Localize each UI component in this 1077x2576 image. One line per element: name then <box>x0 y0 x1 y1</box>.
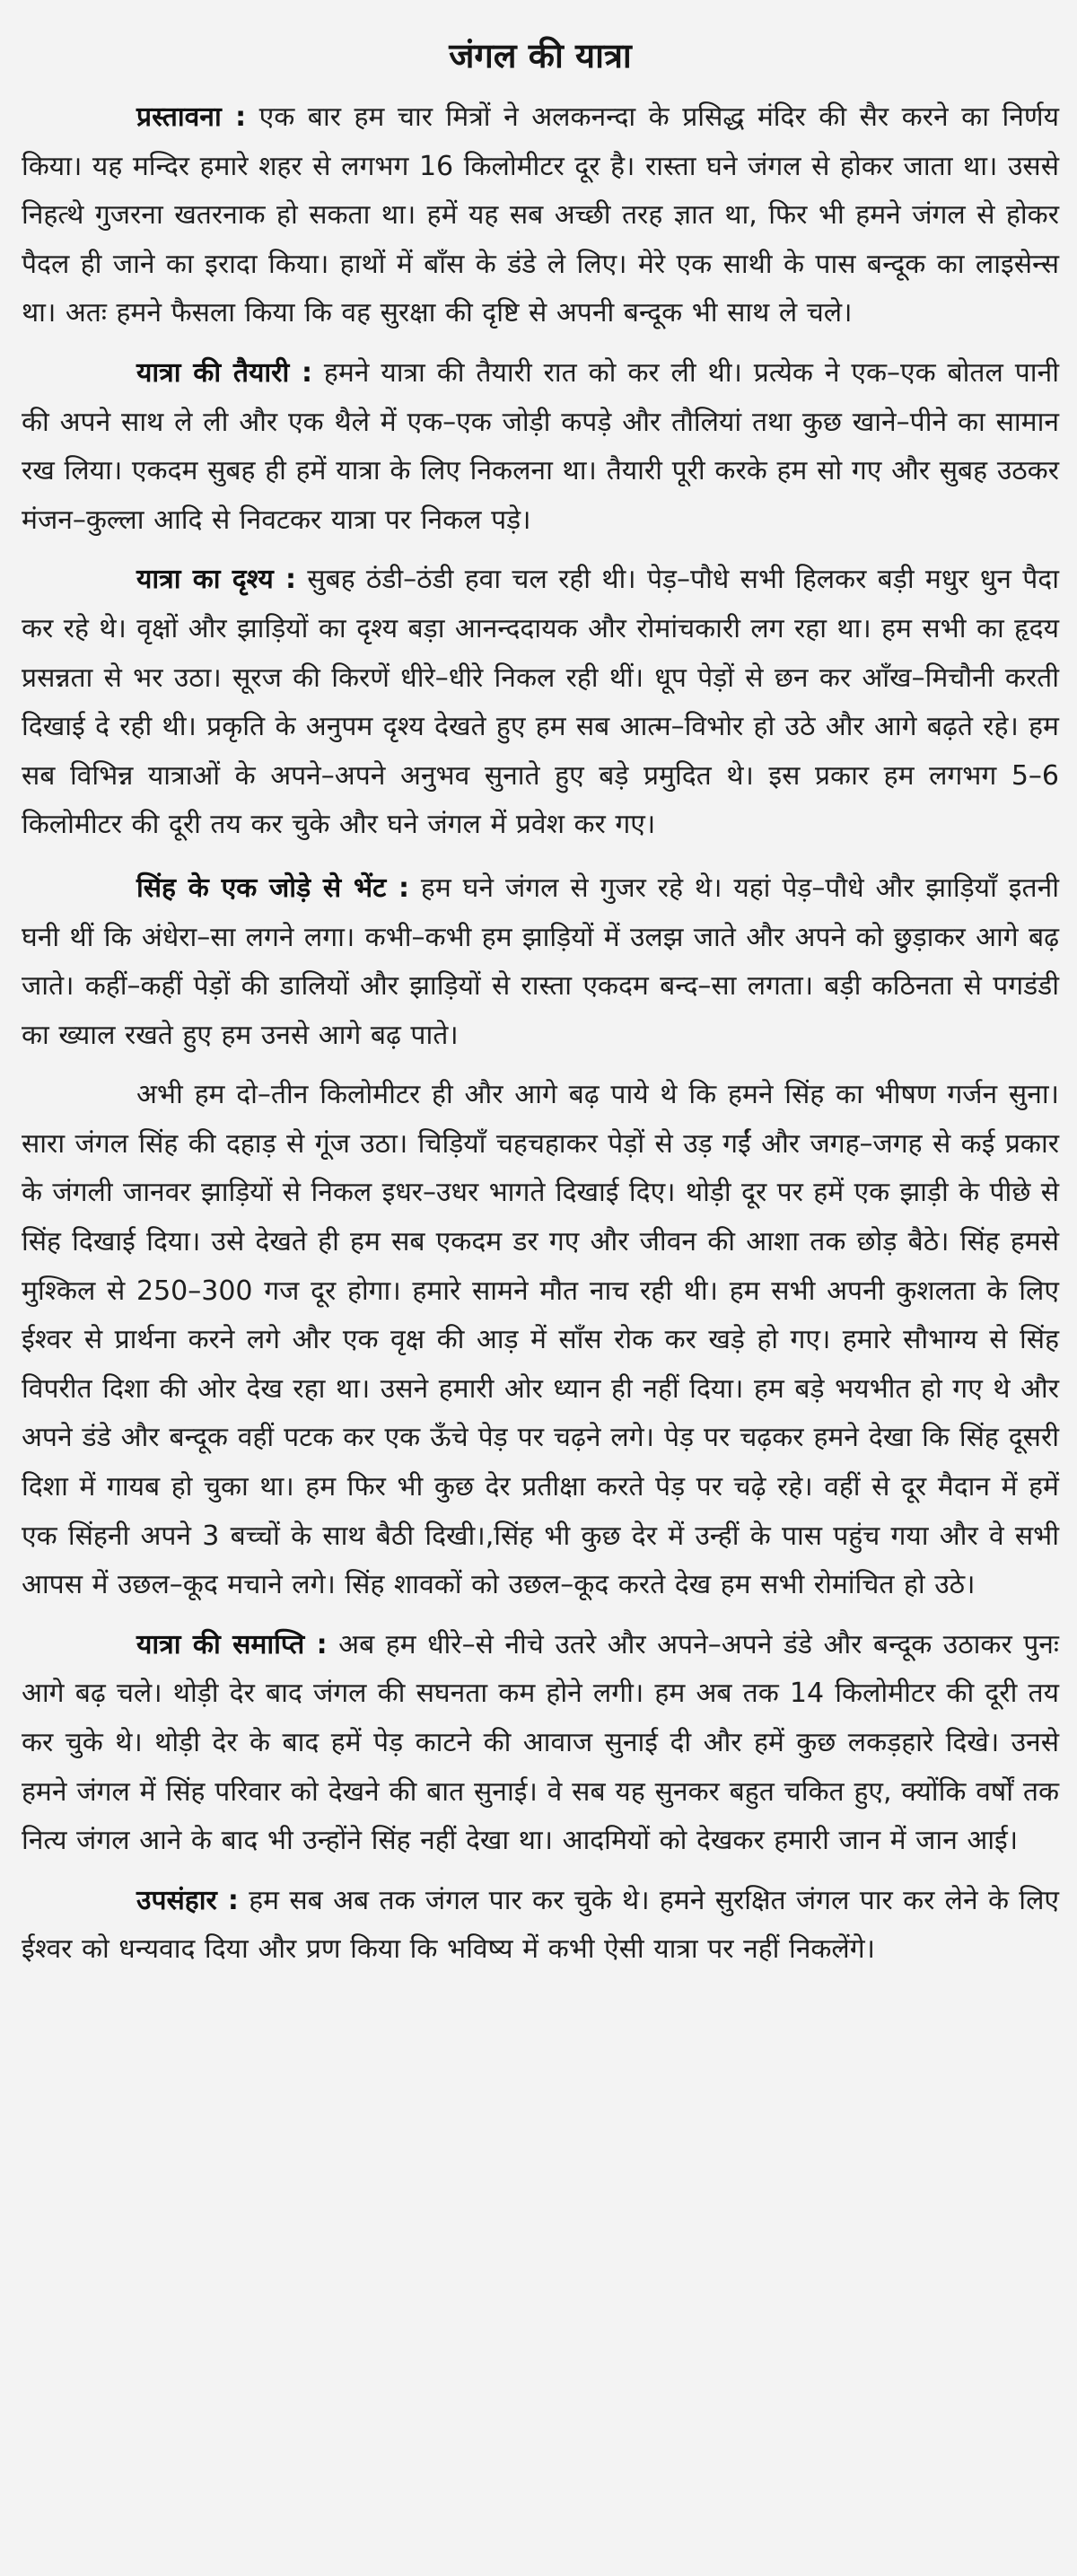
section-text: हमने यात्रा की तैयारी रात को कर ली थी। प्रत्येक ने एक–एक बोतल पानी की अपने साथ ले ली और एक थैले में एक–एक जोड़ी कपड़े और तौलियां तथा कुछ खाने–पीने का सामान रख लिया। एकदम सुबह ही हमें यात्रा के लिए निकलना था। तैयारी पूरी करके हम सो गए और सुबह उठकर मंजन–कुल्ला आदि से निवटकर यात्रा पर निकल पड़े। <box>22 356 1059 536</box>
section-upsanhar <box>22 1877 1059 1975</box>
section-heading: प्रस्तावना : <box>136 101 247 133</box>
section-text: हम सब अब तक जंगल पार कर चुके थे। हमने सुरक्षित जंगल पार कर लेने के लिए ईश्वर को धन्यवाद दिया और प्रण किया कि भविष्य में कभी ऐसी यात्रा पर नहीं निकलेंगे। <box>22 1884 1060 1966</box>
section-prastavana <box>22 93 1059 338</box>
section-heading: सिंह के एक जोड़े से भेंट : <box>136 872 410 904</box>
section-singh-darshan <box>22 1071 1059 1610</box>
section-yatra-ki-taiyari <box>22 349 1059 545</box>
section-heading: यात्रा का दृश्य : <box>136 564 296 596</box>
section-text: अब हम धीरे–से नीचे उतरे और अपने–अपने डंडे और बन्दूक उठाकर पुनः आगे बढ़ चले। थोड़ी देर बाद जंगल की सघनता कम होने लगी। हम अब तक 14 किलोमीटर की दूरी तय कर चुके थे। थोड़ी देर के बाद हमें पेड़ काटने की आवाज सुनाई दी और हमें कुछ लकड़हारे दिखे। उनसे हमने जंगल में सिंह परिवार को देखने की बात सुनाई। वे सब यह सुनकर बहुत चकित हुए, क्योंकि वर्षों तक नित्य जंगल आने के बाद भी उन्होंने सिंह नहीं देखा था। आदमियों को देखकर हमारी जान में जान आई। <box>22 1628 1059 1857</box>
section-heading: उपसंहार : <box>136 1884 239 1916</box>
section-text: सुबह ठंडी–ठंडी हवा चल रही थी। पेड़–पौधे सभी हिलकर बड़ी मधुर धुन पैदा कर रहे थे। वृक्षों और झाड़ियों का दृश्य बड़ा आनन्ददायक और रोमांचकारी लग रहा था। हम सभी का हृदय प्रसन्नता से भर उठा। सूरज की किरणें धीरे–धीरे निकल रही थीं। धूप पेड़ों से छन कर आँख–मिचौनी करती दिखाई दे रही थी। प्रकृति के अनुपम दृश्य देखते हुए हम सब आत्म–विभोर हो उठे और आगे बढ़ते रहे। हम सब विभिन्न यात्राओं के अपने–अपने अनुभव सुनाते हुए बड़े प्रमुदित थे। इस प्रकार हम लगभग 5–6 किलोमीटर की दूरी तय कर चुके और घने जंगल में प्रवेश कर गए। <box>22 564 1059 841</box>
section-text: अभी हम दो–तीन किलोमीटर ही और आगे बढ़ पाये थे कि हमने सिंह का भीषण गर्जन सुना। सारा जंगल सिंह की दहाड़ से गूंज उठा। चिड़ियाँ चहचहाकर पेड़ों से उड़ गईं और जगह–जगह से कई प्रकार के जंगली जानवर झाड़ियों से निकल इधर–उधर भागते दिखाई दिए। थोड़ी दूर पर हमें एक झाड़ी के पीछे से सिंह दिखाई दिया। उसे देखते ही हम सब एकदम डर गए और जीवन की आशा तक छोड़ बैठे। सिंह हमसे मुश्किल से 250–300 गज दूर होगा। हमारे सामने मौत नाच रही थी। हम सभी अपनी कुशलता के लिए ईश्वर से प्रार्थना करने लगे और एक वृक्ष की आड़ में साँस रोक कर खड़े हो गए। हमारे सौभाग्य से सिंह विपरीत दिशा की ओर देख रहा था। उसने हमारी ओर ध्यान ही नहीं दिया। हम बड़े भयभीत हो गए थे और अपने डंडे और बन्दूक वहीं पटक कर एक ऊँचे पेड़ पर चढ़ने लगे। पेड़ पर चढ़कर हमने देखा कि सिंह दूसरी दिशा में गायब हो चुका था। हम फिर भी कुछ देर प्रतीक्षा करते पेड़ पर चढ़े रहे। वहीं से दूर मैदान में हमें एक सिंहनी अपने 3 बच्चों के साथ बैठी दिखी।,सिंह भी कुछ देर में उन्हीं के पास पहुंच गया और वे सभी आपस में उछल–कूद मचाने लगे। सिंह शावकों को उछल–कूद करते देख हम सभी रोमांचित हो उठे। <box>22 1079 1059 1601</box>
section-text: हम घने जंगल से गुजर रहे थे। यहां पेड़–पौधे और झाड़ियाँ इतनी घनी थीं कि अंधेरा–सा लगने लगा। कभी–कभी हम झाड़ियों में उलझ जाते और अपने को छुड़ाकर आगे बढ़ जाते। कहीं–कहीं पेड़ों की डालियों और झाड़ियों से रास्ता एकदम बन्द–सा लगता। बड़ी कठिनता से पगडंडी का ख्याल रखते हुए हम उनसे आगे बढ़ पाते। <box>22 872 1059 1051</box>
section-singh-se-bhent <box>22 864 1059 1060</box>
section-heading: यात्रा की समाप्ति : <box>136 1628 328 1660</box>
page-title: जंगल की यात्रा <box>449 36 632 75</box>
section-yatra-ka-drishya <box>22 556 1059 850</box>
section-heading: यात्रा की तैयारी : <box>136 356 313 389</box>
section-yatra-ki-samapti <box>22 1621 1059 1866</box>
section-text: एक बार हम चार मित्रों ने अलकनन्दा के प्रसिद्ध मंदिर की सैर करने का निर्णय किया। यह मन्दिर हमारे शहर से लगभग 16 किलोमीटर दूर है। रास्ता घने जंगल से होकर जाता था। उससे निहत्थे गुजरना खतरनाक हो सकता था। हमें यह सब अच्छी तरह ज्ञात था, फिर भी हमने जंगल से होकर पैदल ही जाने का इरादा किया। हाथों में बाँस के डंडे ले लिए। मेरे एक साथी के पास बन्दूक का लाइसेन्स था। अतः हमने फैसला किया कि वह सुरक्षा की दृष्टि से अपनी बन्दूक भी साथ ले चले। <box>22 101 1059 329</box>
